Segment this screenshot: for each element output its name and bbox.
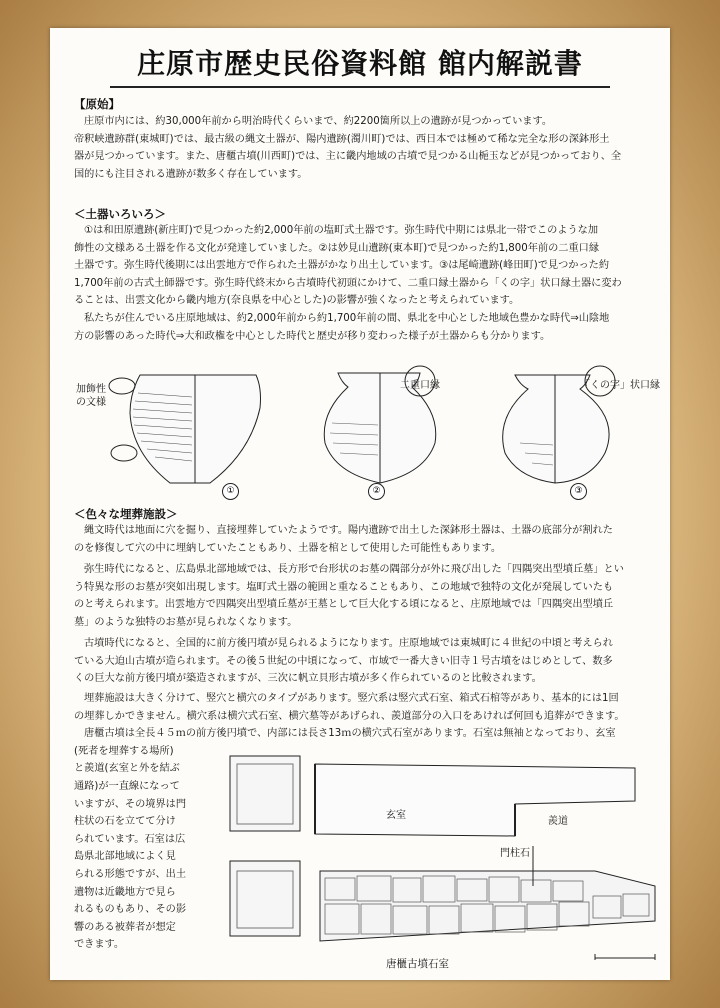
side-text-3: 通路)が一直線になって: [74, 781, 180, 792]
stone-chamber-plan: [215, 746, 660, 966]
label-genshitsu: 玄室: [386, 810, 406, 821]
label-double-rim: 二重口縁: [400, 380, 440, 391]
side-text-10: れるものもあり、その影: [74, 904, 187, 916]
label-decorative-pattern-2: の文様: [76, 397, 106, 408]
side-text-12: できます。: [74, 939, 125, 951]
side-text-6: られています。石室は広: [74, 833, 186, 845]
paragraph-burial-4: う特異な形のお墓が突如出現します。塩町式土器の範囲と重なることもあり、この地域で独特の文化が発展していたも: [74, 581, 614, 593]
side-text-7: 島県北部地域によく見: [74, 851, 176, 863]
label-monchuseki: 門柱石: [500, 848, 530, 859]
paragraph-burial-9: くの巨大な前方後円墳が築造されますが、三次に帆立貝形古墳が多く作られているのと比較されます。: [74, 673, 542, 685]
pottery-illustration: [100, 353, 660, 503]
figure-number-3: ③: [570, 483, 587, 500]
paragraph-pottery-1: ①は和田原遺跡(新庄町)で見つかった約2,000年前の塩町式土器です。弥生時代中期には県北一帯でこのような加: [84, 225, 599, 236]
paragraph-origin-3: 器が見つかっています。また、唐櫃古墳(川西町)では、主に畿内地域の古墳で見つかる山梔玉などが見つかっており、全: [74, 151, 622, 163]
paragraph-burial-10: 埋葬施設は大きく分けて、竪穴と横穴のタイプがあります。竪穴系は竪穴式石室、箱式石棺等があり、基本的には1回: [84, 693, 619, 704]
paragraph-origin-2: 帝釈峡遺跡群(東城町)では、最古級の縄文土器が、陽内遺跡(濁川町)では、西日本では極めて稀な完全な形の深鉢形土: [74, 133, 610, 145]
paragraph-burial-5: のと考えられます。出雲地方で四隅突出型墳丘墓が王墓として巨大化する頃になると、庄原地域では「四隅突出型墳丘: [74, 599, 614, 611]
side-text-9: 遺物は近畿地方で見ら: [74, 886, 176, 898]
vessel-1-drawing: [109, 375, 261, 483]
paragraph-pottery-7: 方の影響のあった時代⇒大和政権を中心とした時代と歴史が移り変わった様子が土器からも分かります。: [74, 330, 551, 342]
paragraph-pottery-3: 土器です。弥生時代後期には出雲地方で作られた土器がかなり出土しています。③は尾崎遺跡(峰田町)で見つかった約: [74, 260, 610, 272]
side-text-5: 柱状の石を立てて分け: [74, 816, 176, 828]
label-kunoji-rim: 「くの字」状口縁: [580, 380, 660, 391]
label-sendo: 羨道: [548, 816, 568, 827]
side-text-11: 響のある被葬者が想定: [74, 921, 176, 933]
title-underline: [110, 86, 610, 88]
paragraph-burial-2: のを修復して穴の中に埋納していたこともあり、土器を棺として使用した可能性もあります。: [74, 542, 502, 554]
paragraph-burial-3: 弥生時代になると、広島県北部地域では、長方形で台形状のお墓の隅部分が外に飛び出した「四隅突出型墳丘墓」とい: [84, 564, 624, 575]
side-text-1: (死者を埋葬する場所): [74, 745, 174, 757]
paragraph-burial-1: 縄文時代は地面に穴を掘り、直接埋葬していたようです。陽内遺跡で出土した深鉢形土器は、土器の底部分が割れた: [84, 525, 613, 536]
paragraph-origin-1: 庄原市内には、約30,000年前から明治時代くらいまで、約2200箇所以上の遺跡が見つかっています。: [84, 116, 553, 127]
figure-caption-chamber: 唐櫃古墳石室: [386, 958, 449, 970]
side-text-2: と羨道(玄室と外を結ぶ: [74, 763, 180, 775]
section-heading-burial: ＜色々な埋葬施設＞: [74, 507, 178, 521]
side-text-4: いますが、その境界は門: [74, 798, 187, 810]
section-heading-pottery: ＜土器いろいろ＞: [74, 207, 166, 221]
paragraph-burial-7: 古墳時代になると、全国的に前方後円墳が見られるようになります。庄原地域では東城町に４世紀の中頃と考えられ: [84, 638, 613, 649]
paragraph-burial-11: の埋葬しかできません。横穴系は横穴式石室、横穴墓等があげられ、羨道部分の入口をあければ何回も追葬ができます。: [74, 710, 625, 722]
side-text-8: られる形態ですが、出土: [74, 869, 187, 880]
paragraph-origin-4: 国的にも注目される遺跡が数多く存在しています。: [74, 168, 308, 180]
document-sheet: [50, 28, 670, 980]
figure-number-1: ①: [222, 483, 239, 500]
paragraph-pottery-5: ることは、出雲文化から畿内地方(奈良県を中心とした)の影響が強くなったと考えられています。: [74, 295, 520, 307]
paragraph-pottery-6: 私たちが住んでいる庄原地域は、約2,000年前から約1,700年前の間、県北を中心とした地域色豊かな時代⇒山陰地: [84, 313, 610, 324]
paragraph-burial-6: 墓」のような独特のお墓が見られなくなります。: [74, 616, 298, 628]
section-heading-origin: 【原始】: [74, 97, 120, 111]
figure-number-2: ②: [368, 483, 385, 500]
page-title: 庄原市歴史民俗資料館 館内解説書: [137, 47, 583, 80]
paragraph-burial-12: 唐櫃古墳は全長４５ｍの前方後円墳で、内部には長さ13ｍの横穴式石室があります。石室は無袖となっており、玄室: [84, 728, 616, 740]
paragraph-burial-8: ている大迫山古墳が造られます。その後５世紀の中頃になって、市域で一番大きい旧寺１号古墳をはじめとして、数多: [74, 655, 613, 667]
paragraph-pottery-2: 飾性の文様ある土器を作る文化が発達していました。②は妙見山遺跡(東本町)で見つかった約1,800年前の二重口縁: [74, 242, 600, 254]
paragraph-pottery-4: 1,700年前の古式土師器です。弥生時代終末から古墳時代初頭にかけて、二重口縁土器から「くの字」状口縁土器に変わ: [74, 277, 622, 289]
label-decorative-pattern-1: 加飾性: [76, 384, 106, 395]
